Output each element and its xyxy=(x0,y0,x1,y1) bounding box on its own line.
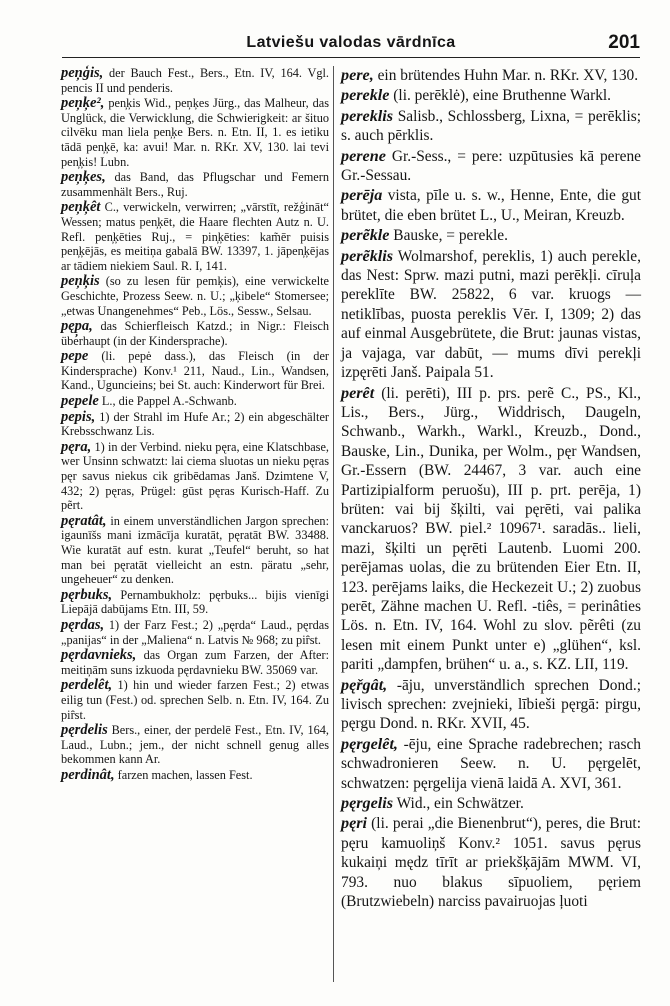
dictionary-entry xyxy=(61,723,329,767)
entry-definition: C., verwickeln, verwirren; „vārstīt, režģināt“ Wessen; matus pen̦ķēt, die Haare flechten Autz n. U. Refl. pen̦ķēties Ruj., = pin̦ķēties: kam̃ēr puisis pen̦ķējās, es meitiņa gabalā BW. 13397, 1. jāpen̦ķējas ar tādiem niekiem Saul. R. I, 141. xyxy=(61,200,329,273)
entry-definition: der Bauch Fest., Bers., Etn. IV, 164. Vgl. pencis II und penderis. xyxy=(61,66,329,95)
dictionary-entry xyxy=(61,349,329,393)
entry-headword: perdelêt, xyxy=(61,677,113,694)
dictionary-entry xyxy=(61,618,329,647)
entry-headword: pere, xyxy=(341,67,374,84)
entry-definition: pen̦ķis Wid., peņķes Jürg., das Malheur, das Unglück, die Verwicklung, die Schwierigkeit: ar šituo cilvēku man liela pen̦ķe Bers. n. Etn. II, 1. es ietiku tādā pen̦ķē, ka: avui! Mar. n. RKr. XV, 130. lai tevi pen̦ķis! Lubn. xyxy=(61,96,329,169)
entry-headword: perekle xyxy=(341,87,390,105)
entry-definition: 1) der Farz Fest.; 2) „pęrda“ Laud., pęrdas „panijas“ in der „Maliena“ n. Latvis № 968; zu piȓst. xyxy=(61,617,329,647)
running-head xyxy=(62,31,640,58)
entry-headword: pen̦ķe², xyxy=(61,95,105,112)
dictionary-entry xyxy=(61,514,329,587)
entry-headword: pęrdavnieks, xyxy=(61,647,137,664)
entry-headword: pęp̦a, xyxy=(61,318,93,335)
dictionary-entry xyxy=(61,394,329,409)
dictionary-entry xyxy=(61,588,329,617)
entry-definition: Gr.-Sess., = pere: uzpūtusies kā perene Gr.-Sessau. xyxy=(341,147,641,185)
entry-definition: Bers., einer, der perdelē Fest., Etn. IV, 164, Laud., Lubn.; jem., der nicht schnell genug alles bekommen kann Ar. xyxy=(61,723,329,767)
entry-definition: (so zu lesen für pemķis), eine verwickelte Geschichte, Prozess Seew. n. U.; „ķibele“ Stomersee; „etwas Unangenehmes“ Peb., Lös., Sessw., Selsau. xyxy=(61,274,329,318)
entry-headword: pepele xyxy=(61,393,99,410)
dictionary-entry xyxy=(341,676,641,734)
entry-headword: pęra, xyxy=(61,438,92,455)
dictionary-entry xyxy=(61,200,329,273)
dictionary-entry xyxy=(61,440,329,513)
entry-headword: pen̦ķis xyxy=(61,273,100,290)
right-column xyxy=(341,66,641,912)
entry-definition: L., die Pappel A.-Schwanb. xyxy=(98,394,237,409)
entry-headword: perene xyxy=(341,147,386,165)
entry-headword: pen̦ģis, xyxy=(61,65,104,81)
dictionary-entry xyxy=(341,186,641,225)
entry-definition: (li. perēti), III p. prs. perẽ C., PS., Kl., Lis., Bers., Jürg., Widdrisch, Daugeln, Schwanb., Warkh., Warkl., Kreuzb., Dond., Bauske, Lin., Dunika, per Wolm., pęr Wandsen, Gr.-Essern (BW. 24467, 3 var. auch eine Partizipialform peruošu), III p. prt. perēja, 1) brüten: vai bij šķilti, vai pęrēti, vai palika vanckaruos? BW. piel.² 10967¹. saradās.. lieli, mazi, šķilti un pęrēti Lautenb. Luomi 200. perējamas uolas, die zu brütenden Eier Etn. II, 123. perējams laiks, die Heckezeit U.; 2) zuobus perēt, Zähne machen U. Refl. -tiês, = perinâties Lös. n. Etn. IV, 164. Wohl zu slov. pẽrêti (zu lesen mit einem Punkt unter e) „glühen“, ksl. pariti „dampfen, brühen“ u. a., s. KZ. LII, 119. xyxy=(341,384,641,674)
dictionary-entry xyxy=(341,147,641,186)
entry-definition: -ēju, eine Sprache radebrechen; rasch schwadronieren Seew. n. U. pęrgelēt, schwatzen: pęrgelija vienā laidā A. XVI, 361. xyxy=(341,735,641,792)
entry-definition: das Band, das Pflugschar und Femern zusammenhält Bers., Ruj. xyxy=(61,170,329,199)
entry-headword: pepis, xyxy=(61,408,96,425)
entry-headword: pęrgelêt, xyxy=(341,735,398,753)
entry-definition: Wid., ein Schwätzer. xyxy=(393,795,524,813)
entry-headword: pereklis xyxy=(341,107,394,125)
entry-definition: (li. pepė dass.), das Fleisch (in der Kindersprache) Konv.¹ 211, Naud., Lin., Wandsen, Kand., Uguncieins; bei St. auch: Kinderwort für Brei. xyxy=(61,349,329,393)
entry-headword: pęratât, xyxy=(61,512,107,529)
entry-definition: 1) in der Verbind. nieku pęra, eine Klatschbase, wer Unsinn schwatzt: lai ciema sluotas un nieku pęras pęr savus niekus cik gribēdamas Janš. Dzimtene V, 432; 2) pęras, Prügel: gūst pęras Kurisch-Haff. Zu pẽrt. xyxy=(61,439,329,513)
dictionary-entry xyxy=(341,66,641,85)
entry-definition: (li. perai „die Bienenbrut“), peres, die Brut: pęru kamuoliņš Konv.² 1051. savus pęrus kukaiņi mędz tīrīt ar priekšķājām MWM. VI, 793. nuo blakus sīpuoliem, pęriem (Brutzwiebeln) narciss pavairuojas ļuoti xyxy=(341,815,641,911)
entry-definition: das Schierfleisch Katzd.; in Nigr.: Fleisch überhaupt (in der Kindersprache). xyxy=(61,319,329,348)
entry-definition: -āju, unverständlich sprechen Dond.; livisch sprechen: zvejnieki, lībieši pęrgā: pirgu, pęrgu Dond. n. RKr. XVII, 45. xyxy=(341,676,641,733)
dictionary-entry xyxy=(341,107,641,146)
entry-headword: pen̦ķêt xyxy=(61,199,101,216)
entry-definition: Bauske, = perekle. xyxy=(389,227,508,245)
entry-headword: perêt xyxy=(341,384,375,402)
entry-definition: ein brütendes Huhn Mar. n. RKr. XV, 130. xyxy=(373,67,639,84)
entry-headword: perẽklis xyxy=(341,247,394,265)
entry-headword: perdinât, xyxy=(61,766,115,783)
dictionary-entry xyxy=(61,96,329,169)
entry-headword: pęrdas, xyxy=(61,616,105,633)
page-title: Latviešu valodas vārdnīca xyxy=(246,34,456,51)
dictionary-entry xyxy=(341,814,641,911)
entry-definition: das Organ zum Farzen, der After: meitiņām suns izkuoda pęrdavnieku BW. 35069 var. xyxy=(61,648,329,677)
dictionary-entry xyxy=(341,735,641,793)
entry-definition: 1) hin und wieder farzen Fest.; 2) etwas eilig tun (Fest.) od. sprechen Selb. n. Etn. IV, 164. Zu piȓst. xyxy=(61,678,329,722)
dictionary-entry xyxy=(341,86,641,105)
entry-definition: vista, pīle u. s. w., Henne, Ente, die gut brütet, die eben brütet L., U., Meiran, Kreuzb. xyxy=(341,187,641,224)
entry-definition: 1) der Strahl im Hufe Ar.; 2) ein abgeschälter Krebsschwanz Lis. xyxy=(61,409,329,439)
dictionary-entry xyxy=(341,247,641,383)
entry-definition: farzen machen, lassen Fest. xyxy=(114,767,253,782)
entry-headword: pęřgât, xyxy=(341,676,388,694)
dictionary-entry xyxy=(61,319,329,348)
dictionary-entry xyxy=(61,410,329,439)
dictionary-entry xyxy=(341,384,641,675)
entry-definition: Pernambukholz: pęrbuks... bijis vienīgi Liepājā dabūjams Etn. III, 59. xyxy=(61,587,329,617)
dictionary-entry xyxy=(61,274,329,318)
column-divider xyxy=(333,66,334,982)
dictionary-entry xyxy=(61,648,329,677)
dictionary-entry xyxy=(61,678,329,722)
left-column xyxy=(61,66,329,784)
dictionary-entry xyxy=(341,226,641,245)
entry-headword: perẽkle xyxy=(341,227,390,245)
entry-definition: (li. perēklė), eine Bruthenne Warkl. xyxy=(389,87,612,105)
page-number: 201 xyxy=(608,32,640,53)
entry-headword: pepe xyxy=(61,348,89,365)
entry-definition: Salisb., Schlossberg, Lixna, = perēklis; s. auch pērklis. xyxy=(341,107,641,145)
entry-definition: in einem unverständlichen Jargon sprechen: igaunīšs mani izmācīja kuratāt, pęratāt BW. 33488. Wie kuratāt auf estn. kurat „Teufel“ beruht, so hat man bei pęratāt vielleicht an estn. päratu „sehr, ungeheuer“ zu denken. xyxy=(61,513,329,587)
entry-headword: pęrgelis xyxy=(341,795,394,813)
entry-headword: pęri xyxy=(341,815,368,833)
dictionary-entry xyxy=(341,794,641,813)
entry-headword: pęrbuks, xyxy=(61,586,113,603)
dictionary-entry xyxy=(61,66,329,95)
entry-definition: Wolmarshof, pereklis, 1) auch perekle, das Nest: Sprw. mazi putni, mazi perēkļi. cīruļa pereklīte BW. 25822, 6 var. kruogs — netiklības, puosta pereklis Vēr. I, 1309; 2) das auf einmal Ausgebrütete, die Brut: jaunas vistas, ja vajaga, var dabūt, — mums dīvi perekļi izpęrēti Janš. Paipala 51. xyxy=(341,247,641,382)
entry-headword: perēja xyxy=(341,187,383,205)
entry-headword: pen̦ķes, xyxy=(61,169,106,186)
dictionary-entry xyxy=(61,170,329,199)
dictionary-entry xyxy=(61,768,329,783)
entry-headword: pęrdelis xyxy=(61,722,108,739)
